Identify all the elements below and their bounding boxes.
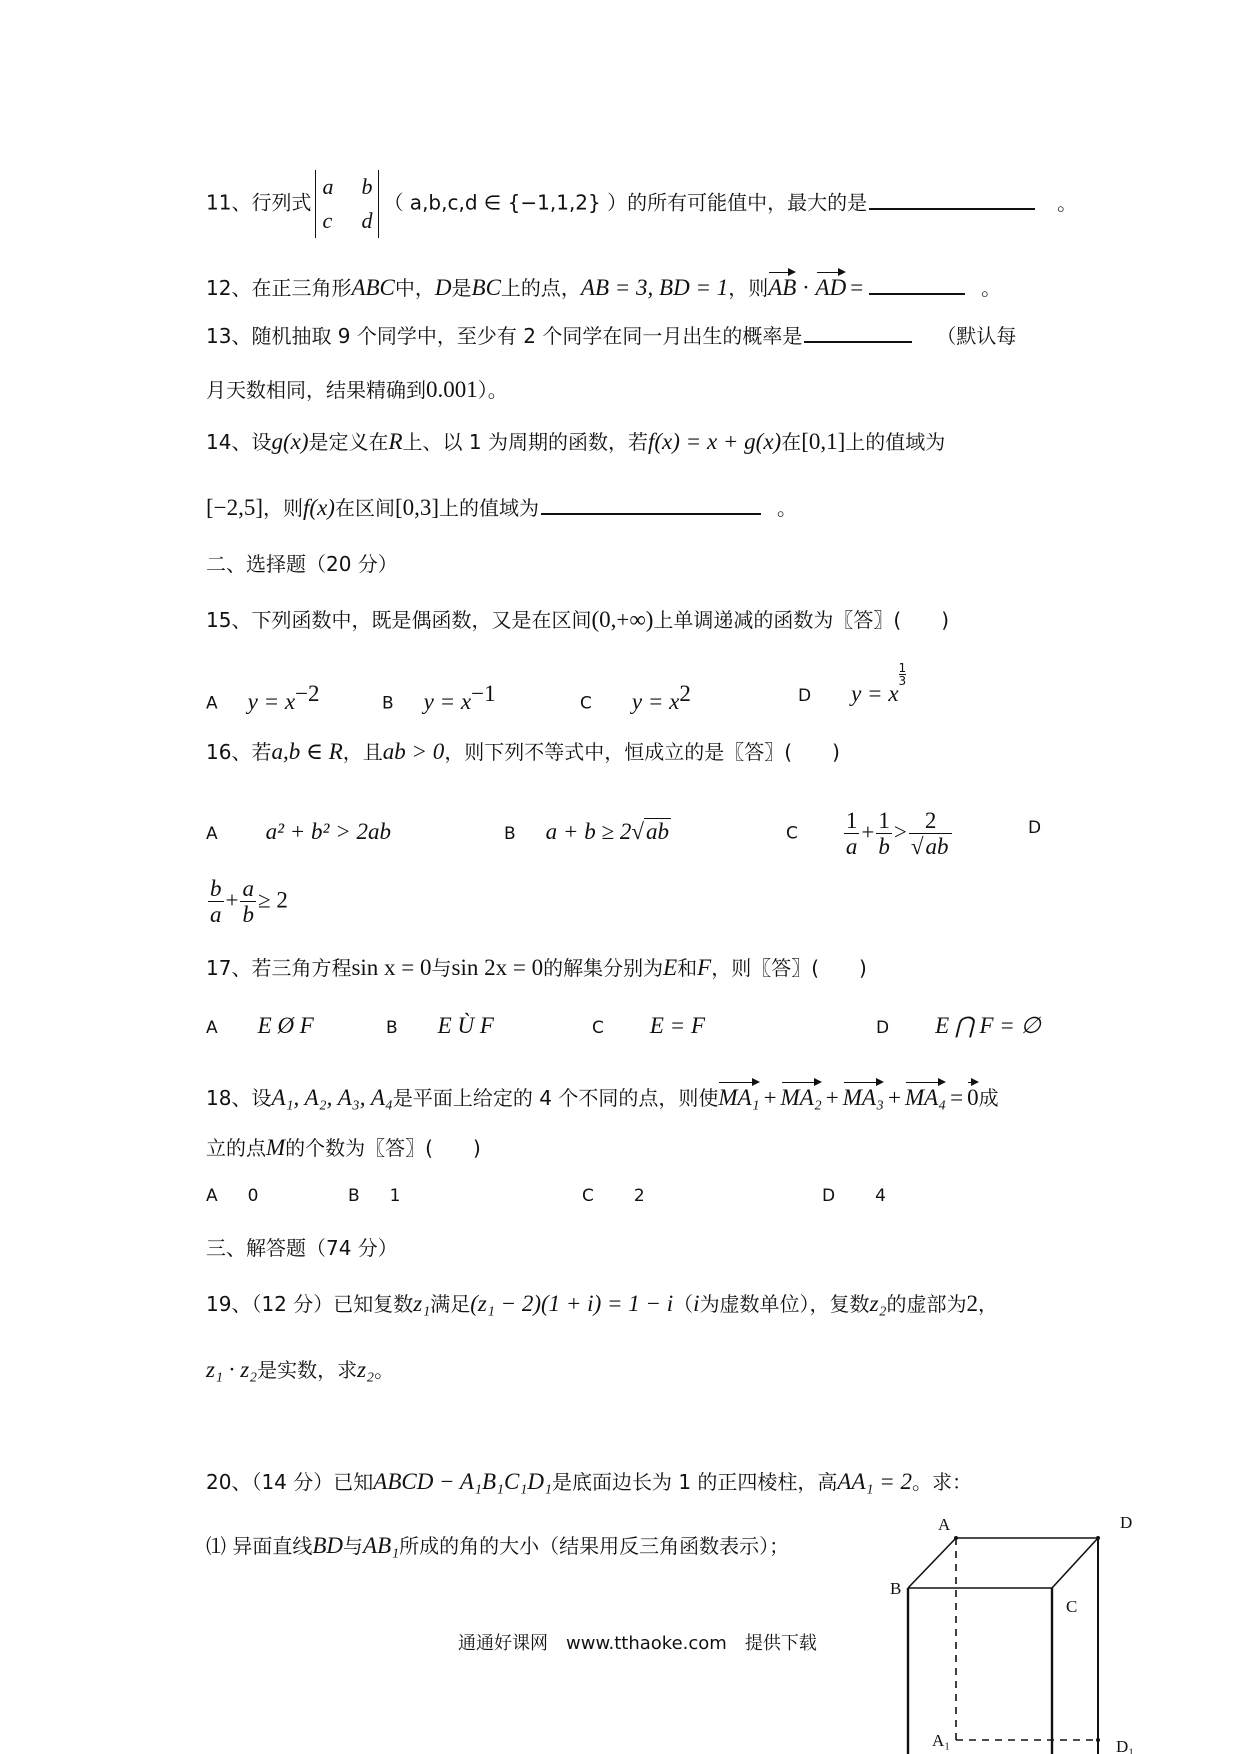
prism-edges: [908, 1538, 1098, 1754]
q12-text-4: 上的点，: [500, 276, 581, 300]
q15-d-exp: [899, 662, 907, 687]
q14-end: 。: [777, 496, 798, 520]
q16-d-frac-2: [240, 876, 256, 928]
q15-d-exp-num: 1: [898, 661, 907, 675]
q17-e: E: [663, 955, 678, 980]
q17-a-label: A: [206, 1018, 218, 1038]
vertex-a: [954, 1536, 958, 1540]
q18-text-d: 立的点: [206, 1136, 266, 1160]
q15-option-a[interactable]: [206, 680, 320, 715]
q19-two: 2: [966, 1291, 979, 1316]
q16-text-c: ，则下列不等式中，恒成立的是〖答〗( ): [444, 740, 840, 764]
q15-c-exp: 2: [679, 681, 691, 706]
question-16: [206, 738, 840, 766]
q16-ab: a,b ∈ R: [271, 739, 343, 764]
q16-d-d2: b: [242, 902, 254, 928]
q17-c-label: C: [592, 1018, 604, 1038]
q17-b-label: B: [386, 1018, 398, 1038]
q18-a-label: A: [206, 1186, 218, 1206]
q20-height: AA₁ = 2: [837, 1469, 913, 1494]
q17-c-expr: E = F: [649, 1013, 705, 1038]
q14-range: [−2,5]: [206, 495, 264, 520]
q16-d-frac-1: [208, 876, 224, 928]
prism-figure: [870, 1500, 1140, 1754]
question-13-line-1: [206, 324, 1016, 348]
label-c: C: [1066, 1597, 1078, 1616]
q12-text-2: 中，: [394, 276, 435, 300]
q19-text-c: （: [673, 1292, 694, 1316]
q15-a-expr: y = x: [247, 688, 296, 714]
q14-interval-1: [0,1]: [801, 429, 846, 454]
q12-text-1: 12、在正三角形: [206, 276, 352, 300]
q16-d-n2: a: [242, 876, 254, 901]
plus-2: +: [825, 1085, 839, 1110]
q16-option-b[interactable]: B a + b ≥ 2√ab: [504, 819, 669, 844]
q15-d-exp-den: 3: [898, 674, 907, 688]
q15-c-label: C: [580, 693, 592, 714]
q17-text-d: 和: [677, 956, 698, 980]
q13-text: 13、随机抽取 9 个同学中，至少有 2 个同学在同一月出生的概率是: [206, 324, 803, 348]
q20-text-c: 。求：: [912, 1470, 973, 1494]
q19-text-g: 是实数，求: [257, 1358, 358, 1382]
q12-d: D: [434, 275, 452, 300]
answer-blank-12[interactable]: [869, 292, 965, 295]
question-14-line-2: [206, 494, 797, 522]
plus-3: +: [887, 1085, 901, 1110]
q16-a-expr: a² + b² > 2ab: [265, 819, 391, 844]
q16-b-expr: a + b ≥ 2: [545, 819, 632, 844]
q20-p1-text-c: 所成的角的大小（结果用反三角函数表示）；: [399, 1534, 790, 1558]
q18-option-d[interactable]: [822, 1186, 886, 1206]
q14-text-h: 上的值域为: [439, 496, 540, 520]
q18-text-a: 18、设: [206, 1086, 272, 1110]
q20-text-b: 是底面边长为 1 的正四棱柱，高: [551, 1470, 838, 1494]
q14-text-d: 在: [781, 430, 802, 454]
q16-c-frac-1: [844, 808, 860, 860]
q17-eq-1: sin x = 0: [351, 955, 432, 980]
label-b: B: [890, 1579, 902, 1598]
q16-option-d-expr: $\frac{b}{a}$ + $\frac{a}{b}$ ≥ 2: [210, 876, 288, 928]
q14-text-g: 在区间: [334, 496, 395, 520]
q14-f: f(x) = x + g(x): [648, 429, 782, 454]
q15-c-expr: y = x: [631, 688, 680, 714]
footer-source: 通通好课网 www.tthaoke.com 提供下载: [458, 1633, 817, 1654]
q16-c-n2: 1: [878, 808, 890, 833]
q19-z1: z₁: [413, 1291, 431, 1316]
q14-interval-2: [0,3]: [394, 495, 440, 520]
vector-ma1: MA₁: [718, 1078, 759, 1112]
q12-end: 。: [981, 276, 1002, 300]
q18-points: A₁, A₂, A₃, A₄: [271, 1085, 393, 1110]
q14-text-a: 14、设: [206, 430, 272, 454]
q16-d-label[interactable]: D: [1028, 818, 1042, 838]
q15-option-c[interactable]: [580, 680, 691, 715]
q12-text-3: 是: [451, 276, 472, 300]
q19-text-e: 的虚部为: [886, 1292, 967, 1316]
label-d: D: [1120, 1513, 1133, 1532]
label-d1: D₁: [1116, 1737, 1135, 1754]
q19-z2: z₂: [869, 1291, 887, 1316]
q18-option-a[interactable]: [206, 1186, 258, 1206]
q16-c-label: C: [786, 823, 798, 844]
section-2-heading: 二、选择题（20 分）: [206, 552, 398, 576]
q15-b-expr: y = x: [423, 688, 472, 714]
q16-b-radicand: ab: [645, 819, 669, 844]
q18-text-e: 的个数为〖答〗( ): [285, 1136, 481, 1160]
q16-d-tail: ≥ 2: [257, 887, 288, 913]
question-11: [206, 170, 1077, 238]
q17-d-expr: E ⋂ F = ∅: [935, 1013, 1041, 1038]
q16-text-b: ，且: [342, 740, 383, 764]
q16-c-frac-2: [876, 808, 892, 860]
q20-bd: BD: [312, 1533, 344, 1558]
answer-blank-11[interactable]: [869, 207, 1035, 210]
q15-stem: 15、下列函数中，既是偶函数，又是在区间: [206, 608, 592, 632]
question-18-line-2: [206, 1134, 481, 1162]
vertex-d: [1096, 1536, 1100, 1540]
vertex-dots: [954, 1536, 1100, 1742]
question-15: [206, 606, 949, 634]
q12-text-5: ，则: [728, 276, 769, 300]
vector-ad: AD: [816, 268, 847, 302]
q13-text-2: 月天数相同，结果精确到: [206, 378, 426, 402]
section-3-heading: 三、解答题（74 分）: [206, 1236, 398, 1260]
q18-b-label: B: [348, 1186, 360, 1206]
q14-text-f: ，则: [263, 496, 304, 520]
q17-a-expr: E Ø F: [257, 1013, 314, 1038]
edge-cd: [1052, 1538, 1098, 1588]
answer-blank-14[interactable]: [541, 512, 761, 515]
q17-option-a[interactable]: [206, 1012, 314, 1040]
plus-1: +: [763, 1085, 777, 1110]
q14-r: R: [388, 429, 403, 454]
label-a: A: [938, 1515, 951, 1534]
q18-equals: =: [950, 1085, 964, 1110]
q19-i: i: [693, 1291, 700, 1316]
q18-a-value: 0: [247, 1186, 259, 1206]
q16-a-label: A: [206, 824, 218, 844]
q19-text-b: 满足: [430, 1292, 471, 1316]
q16-d-n1: b: [210, 876, 222, 901]
q18-b-value: 1: [389, 1186, 401, 1206]
question-19-line-1: [206, 1290, 998, 1318]
question-20: [206, 1468, 972, 1496]
question-18-line-1: [206, 1078, 999, 1112]
vertex-d1: [1096, 1738, 1100, 1742]
q16-option-c[interactable]: C $\frac{1}{a}$ + $\frac{1}{b}$ > $\frac{2}{√ab}$: [786, 808, 954, 860]
question-13-line-2: [206, 376, 508, 404]
question-12: 12、在正三角形ABC中，D是BC上的点，AB = 3, BD = 1，则AB · AD = 。: [206, 268, 1001, 302]
q18-d-value: 4: [875, 1186, 886, 1206]
q16-cond: ab > 0: [382, 739, 445, 764]
q16-c-n1: 1: [845, 808, 858, 833]
q15-option-b[interactable]: [382, 680, 496, 715]
question-19-line-2: [206, 1356, 394, 1384]
q14-fx: f(x): [303, 495, 335, 520]
q11-condition: （ a,b,c,d ∈ {−1,1,2} ）的所有可能值中，最大的是: [383, 190, 868, 215]
question-20-part-1: [206, 1532, 789, 1560]
q17-eq-2: sin 2x = 0: [451, 955, 544, 980]
q13-tail: （默认每: [936, 324, 1017, 348]
q18-text-b: 是平面上给定的 4 个不同的点，则使: [392, 1086, 719, 1110]
vector-ma4: MA₄: [905, 1078, 946, 1112]
q20-p1-text-b: 与: [343, 1534, 364, 1558]
q15-option-d[interactable]: [798, 661, 907, 708]
q17-text-c: 的解集分别为: [543, 956, 664, 980]
zero-vector: 0: [967, 1078, 979, 1112]
edge-ab: [908, 1538, 956, 1588]
q16-b-label: B: [504, 824, 516, 844]
q18-option-b[interactable]: [348, 1186, 401, 1206]
q17-text-b: 与: [431, 956, 452, 980]
q14-text-b: 是定义在: [308, 430, 389, 454]
q19-text-h: 。: [374, 1358, 395, 1382]
q16-c-radicand: ab: [925, 834, 949, 860]
q12-bc: BC: [471, 275, 501, 300]
determinant: [315, 170, 379, 238]
q19-text-d: 为虚数单位），复数: [699, 1292, 870, 1316]
q16-options: [206, 808, 1066, 858]
q16-text-a: 16、若: [206, 740, 272, 764]
q14-text-e: 上的值域为: [845, 430, 946, 454]
det-d: d: [361, 208, 373, 234]
q17-text-a: 17、若三角方程: [206, 956, 352, 980]
q18-m: M: [266, 1135, 286, 1160]
q18-d-label: D: [822, 1186, 836, 1206]
q15-b-label: B: [382, 693, 394, 714]
q16-c-d2: b: [878, 834, 890, 860]
q16-c-d1: a: [845, 834, 858, 860]
q14-g: g(x): [271, 429, 309, 454]
q17-text-e: ，则〖答〗( ): [711, 956, 867, 980]
q13-text-3: ）。: [477, 378, 508, 402]
q11-end: 。: [1057, 190, 1078, 215]
q17-option-d[interactable]: [876, 1012, 1041, 1040]
q13-precision: 0.001: [426, 377, 478, 402]
q19-equation: (z₁ − 2)(1 + i) = 1 − i: [470, 1291, 674, 1316]
det-c: c: [322, 208, 333, 234]
q16-c-frac-3: $\frac{2}{√ab}$: [909, 808, 953, 860]
question-17: [206, 954, 867, 982]
vector-ab: AB: [768, 268, 796, 302]
question-14-line-1: [206, 428, 945, 456]
q15-a-label: A: [206, 693, 218, 714]
q19-product: z₁ · z₂: [206, 1357, 258, 1382]
q15-d-expr: y = x: [851, 681, 899, 706]
q12-condition: AB = 3, BD = 1: [580, 275, 729, 300]
q19-z2-b: z₂: [357, 1357, 375, 1382]
det-a: a: [322, 174, 334, 199]
q20-ab1: AB₁: [363, 1533, 400, 1558]
q15-a-exp: −2: [295, 681, 320, 706]
q15-b-exp: −1: [471, 681, 496, 706]
q19-text-f: ，: [978, 1292, 999, 1316]
q20-p1-text-a: ⑴ 异面直线: [206, 1534, 313, 1558]
q14-text-c: 上、以 1 为周期的函数，若: [402, 430, 648, 454]
q18-c-label: C: [582, 1186, 594, 1206]
q15-stem-2: 上单调递减的函数为〖答〗( ): [653, 608, 949, 632]
q19-text-a: 19、（12 分）已知复数: [206, 1292, 414, 1316]
vector-ma3: MA₃: [843, 1078, 884, 1112]
q18-option-c[interactable]: [582, 1186, 645, 1206]
q15-interval: (0,+∞): [591, 607, 654, 632]
label-a1: A₁: [932, 1731, 951, 1750]
vector-ma2: MA₂: [781, 1078, 822, 1112]
q12-equals: =: [850, 275, 864, 300]
q17-b-expr: E Ù F: [437, 1013, 494, 1038]
q16-option-a[interactable]: [206, 818, 391, 846]
q20-text-a: 20、（14 分）已知: [206, 1470, 374, 1494]
answer-blank-13[interactable]: [804, 340, 912, 343]
q20-prism: ABCD − A₁B₁C₁D₁: [373, 1469, 552, 1494]
q11-prefix: 11、行列式: [206, 190, 312, 215]
q17-option-c[interactable]: [592, 1012, 705, 1040]
q18-c-value: 2: [633, 1186, 645, 1206]
q17-option-b[interactable]: [386, 1012, 494, 1040]
q18-text-c: 成: [978, 1086, 999, 1110]
det-b: b: [361, 174, 373, 199]
q15-d-label: D: [798, 686, 812, 706]
q17-f: F: [697, 955, 712, 980]
q12-abc: ABC: [351, 275, 395, 300]
q16-d-d1: a: [210, 902, 222, 928]
q17-d-label: D: [876, 1018, 890, 1038]
q16-c-n3: 2: [909, 808, 953, 834]
